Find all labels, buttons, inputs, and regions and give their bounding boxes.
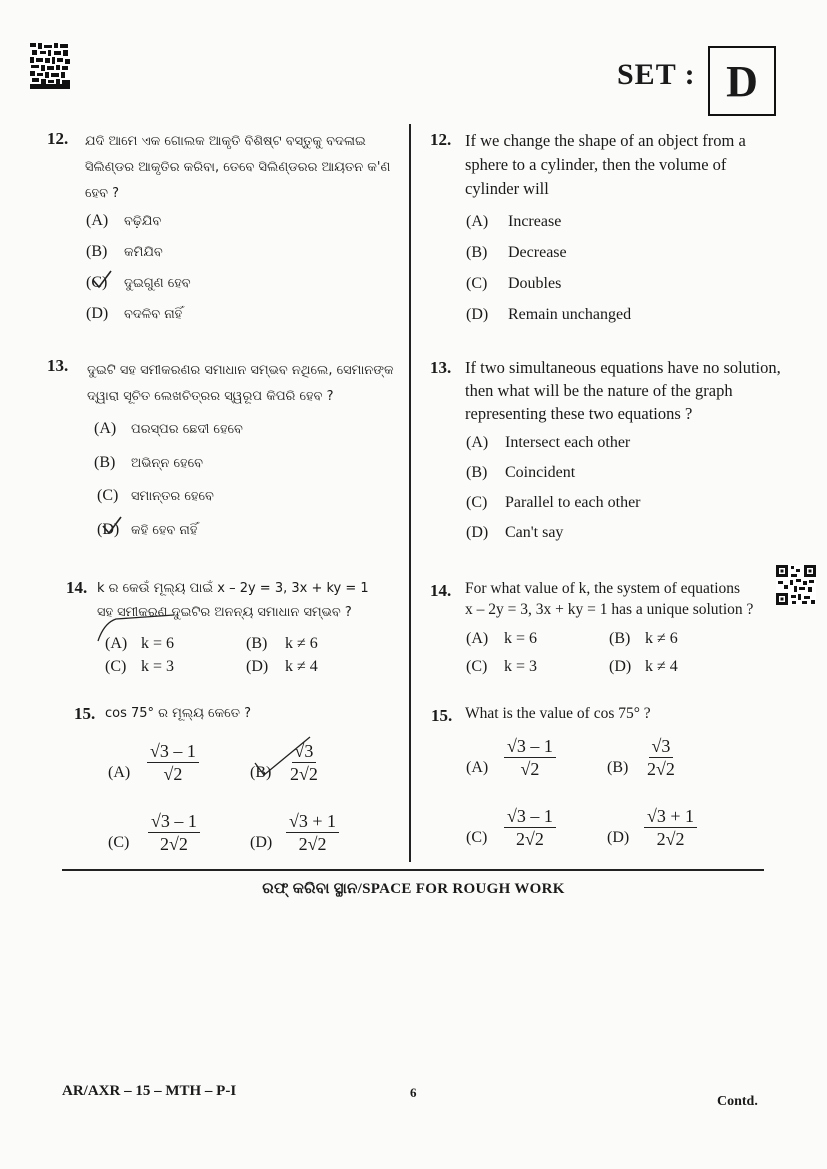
option-label: (C) — [466, 829, 488, 846]
fraction — [148, 810, 200, 855]
question-text-odia: cos 75° ର ମୂଲ୍ୟ କେତେ ? — [105, 706, 251, 721]
option-label: (A) — [466, 630, 489, 647]
option-label: (A) — [466, 759, 489, 776]
option-text: k ≠ 6 — [645, 630, 678, 647]
question-number: 14. — [430, 581, 452, 600]
numerator: √3 + 1 — [286, 810, 339, 833]
option-text: ଦୁଇଗୁଣ ହେବ — [124, 276, 191, 291]
option-label: (D) — [250, 834, 273, 851]
numerator: √3 – 1 — [148, 810, 200, 833]
option-text: ଅଭିନ୍ନ ହେବେ — [131, 456, 204, 471]
question-text: For what value of k, the system of equations — [465, 580, 741, 597]
option-label: (D) — [246, 658, 269, 675]
option-label: (A) — [466, 434, 489, 451]
option-label: (B) — [86, 243, 108, 260]
option-label: (D) — [609, 658, 632, 675]
denominator: √2 — [163, 764, 183, 784]
option-label: (A) — [86, 212, 109, 229]
set-label: SET : — [617, 58, 696, 91]
option-label: (C) — [466, 494, 488, 511]
denominator: 2√2 — [656, 829, 685, 849]
option-label: (C) — [108, 834, 130, 851]
question-number: 13. — [430, 358, 452, 377]
column-divider — [409, 124, 411, 862]
fraction — [147, 740, 199, 785]
option-text: ବଦଳିବ ନାହିଁ — [124, 307, 183, 322]
handwritten-tick-mark — [252, 735, 312, 780]
denominator: 2√2 — [516, 829, 544, 849]
question-text: x – 2y = 3, 3x + ky = 1 has a unique solution ? — [465, 601, 754, 618]
question-number: 12. — [47, 129, 69, 148]
option-text: ପରସ୍ପର ଛେଦୀ ହେବେ — [131, 422, 243, 437]
qr-code-top — [30, 43, 70, 89]
option-text: Can't say — [505, 524, 564, 541]
option-label: (D) — [466, 306, 489, 323]
option-label: (B) — [466, 464, 488, 481]
fraction — [504, 735, 556, 780]
option-text: କମିଯିବ — [124, 245, 163, 260]
question-number: 12. — [430, 130, 452, 149]
question-number: 15. — [431, 706, 453, 725]
option-text: Remain unchanged — [508, 306, 632, 323]
fraction — [286, 810, 339, 855]
option-label: (A) — [94, 420, 117, 437]
handwritten-underline-mark — [96, 613, 176, 643]
numerator: √3 – 1 — [504, 735, 556, 758]
option-text: k = 6 — [504, 630, 538, 647]
option-text: କହି ହେବ ନାହିଁ — [131, 523, 198, 538]
set-code-box: D — [708, 46, 776, 116]
option-text: k = 3 — [141, 658, 175, 675]
option-label: (D) — [607, 829, 630, 846]
rough-work-heading: ରଫ୍ କରିବା ସ୍ଥାନ/SPACE FOR ROUGH WORK — [262, 881, 565, 897]
fraction — [644, 735, 678, 780]
option-label: (B) — [94, 454, 116, 471]
option-label: (A) — [466, 213, 489, 230]
option-label: (C) — [86, 274, 108, 291]
question-number: 15. — [74, 704, 96, 723]
option-text: Parallel to each other — [505, 494, 641, 511]
option-text: k ≠ 6 — [285, 635, 318, 652]
numerator: √3 + 1 — [644, 805, 697, 828]
option-label: (A) — [105, 635, 128, 652]
numerator: √3 – 1 — [147, 740, 199, 763]
option-label: (C) — [466, 658, 488, 675]
option-text: ବଢ଼ିଯିବ — [124, 214, 162, 229]
question-text: What is the value of cos 75° ? — [465, 705, 651, 722]
denominator: 2√2 — [160, 834, 188, 854]
question-text-odia: ଯଦି ଆମେ ଏକ ଗୋଲକ ଆକୃତି ବିଶିଷ୍ଟ ବସ୍ତୁକୁ ବଦଳାଇ ସିଲିଣ୍ଡର ଆକୃତିର କରିବା, ତେବେ ସିଲିଣ୍ଡରର ଆୟତନ କ'ଣ ହେବ ? — [85, 134, 391, 201]
question-text: If two simultaneous equations have no solution, then what will be the nature of the graph representing these two equations ? — [465, 358, 781, 423]
option-label: (D) — [97, 521, 120, 538]
fraction — [644, 805, 697, 850]
option-label: (A) — [108, 764, 131, 781]
question-text-odia: ସହ ସମୀକରଣ ଦୁଇଟିର ଅନନ୍ୟ ସମାଧାନ ସମ୍ଭବ ? — [97, 605, 352, 620]
paper-code: AR/AXR – 15 – MTH – P-I — [62, 1083, 237, 1099]
fraction — [504, 805, 556, 850]
page-number: 6 — [410, 1085, 417, 1100]
denominator: 2√2 — [290, 764, 318, 784]
handwritten-tick-mark — [100, 514, 124, 538]
section-divider — [62, 869, 764, 871]
option-text: k = 6 — [141, 635, 175, 652]
option-label: (D) — [466, 524, 489, 541]
handwritten-tick-mark — [90, 268, 114, 292]
numerator: √3 – 1 — [504, 805, 556, 828]
question-number: 14. — [66, 578, 88, 597]
option-text: Intersect each other — [505, 434, 631, 451]
numerator: √3 — [649, 735, 674, 758]
option-text: Coincident — [505, 464, 576, 481]
option-text: Doubles — [508, 275, 562, 292]
option-label: (C) — [466, 275, 488, 292]
option-label: (B) — [607, 759, 629, 776]
denominator: 2√2 — [298, 834, 327, 854]
option-label: (B) — [466, 244, 488, 261]
option-text: k ≠ 4 — [645, 658, 678, 675]
numerator: √3 — [292, 740, 317, 763]
option-text: ସମାନ୍ତର ହେବେ — [131, 489, 214, 504]
option-label: (C) — [97, 487, 119, 504]
option-text: Decrease — [508, 244, 567, 261]
option-text: Increase — [508, 213, 562, 230]
question-number: 13. — [47, 356, 69, 375]
option-label: (B) — [609, 630, 631, 647]
option-text: k = 3 — [504, 658, 538, 675]
denominator: √2 — [520, 759, 540, 779]
continued-label: Contd. — [717, 1094, 758, 1109]
question-text-odia: ଦୁଇଟି ସହ ସମୀକରଣର ସମାଧାନ ସମ୍ଭବ ନଥିଲେ, ସେମାନଙ୍କ ଦ୍ୱାରା ସୂଚିତ ଲେଖଚିତ୍ରର ସ୍ୱରୂପ କିପରି ହେବ ? — [87, 363, 394, 404]
denominator: 2√2 — [647, 759, 675, 779]
option-label: (B) — [246, 635, 268, 652]
qr-code-small — [776, 565, 816, 605]
option-label: (D) — [86, 305, 109, 322]
option-label: (B) — [250, 764, 272, 781]
option-text: k ≠ 4 — [285, 658, 318, 675]
question-text-odia: k ର କେଉଁ ମୂଲ୍ୟ ପାଇଁ x – 2y = 3, 3x + ky = 1 — [97, 581, 369, 596]
question-text: If we change the shape of an object from a sphere to a cylinder, then the volume of cylinder will — [465, 131, 746, 198]
option-label: (C) — [105, 658, 127, 675]
